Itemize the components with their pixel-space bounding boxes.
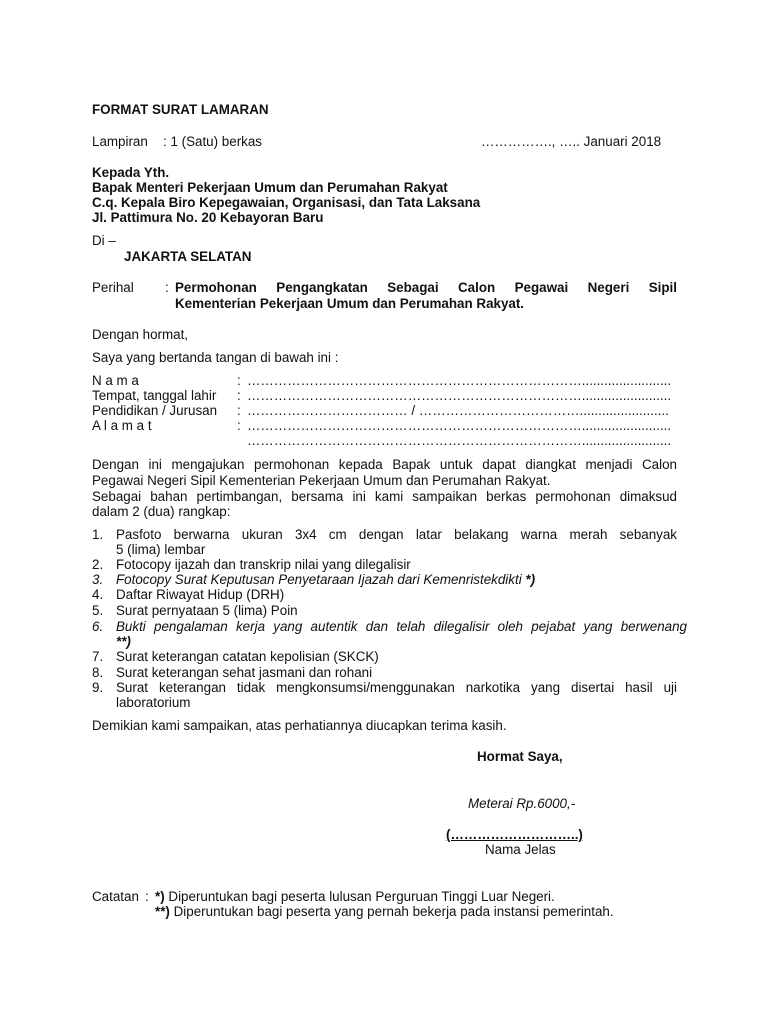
field-label-alamat: A l a m a t bbox=[92, 418, 152, 433]
list-item-9-cont: laboratorium bbox=[116, 695, 191, 710]
perihal-colon: : bbox=[165, 280, 169, 295]
list-number: 5. bbox=[92, 603, 104, 618]
footnote-mark: **) bbox=[116, 634, 131, 649]
field-colon: : bbox=[237, 403, 241, 418]
field-dots-alamat: …………………………………………………………………........................ bbox=[247, 418, 672, 433]
perihal-label: Perihal bbox=[92, 280, 134, 295]
paragraph-1-line-1: Dengan ini mengajukan permohonan kepada Bapak untuk dapat diangkat menjadi Calon bbox=[92, 457, 677, 472]
perihal-line-1: Permohonan Pengangkatan Sebagai Calon Pegawai Negeri Sipil bbox=[175, 280, 677, 295]
footnote-mark: **) bbox=[155, 904, 170, 919]
lampiran-value: : 1 (Satu) berkas bbox=[163, 134, 262, 149]
recipient-line-2: Bapak Menteri Pekerjaan Umum dan Perumahan Rakyat bbox=[92, 180, 448, 195]
recipient-di: Di – bbox=[92, 233, 116, 248]
list-item-5: Surat pernyataan 5 (lima) Poin bbox=[116, 603, 298, 618]
signature-name-line: (………………………..) bbox=[446, 827, 583, 842]
list-item-2: Fotocopy ijazah dan transkrip nilai yang dilegalisir bbox=[116, 557, 411, 572]
recipient-city: JAKARTA SELATAN bbox=[124, 249, 252, 264]
greeting: Dengan hormat, bbox=[92, 327, 189, 342]
list-item-4: Daftar Riwayat Hidup (DRH) bbox=[116, 587, 285, 602]
recipient-line-3: C.q. Kepala Biro Kepegawaian, Organisasi, dan Tata Laksana bbox=[92, 195, 481, 210]
list-item-3-text: Fotocopy Surat Keputusan Penyetaraan Ijazah dari Kemenristekdikti bbox=[116, 572, 522, 587]
list-number: 4. bbox=[92, 587, 104, 602]
field-label-ttl: Tempat, tanggal lahir bbox=[92, 388, 217, 403]
list-item-3 bbox=[116, 572, 535, 588]
list-item-1: Pasfoto berwarna ukuran 3x4 cm dengan latar belakang warna merah sebanyak bbox=[116, 527, 677, 542]
field-dots-pendidikan: ……………………………… / ………………………………........................ bbox=[247, 403, 669, 418]
place-date: ……………., ….. Januari 2018 bbox=[481, 134, 662, 149]
paragraph-2-line-1: Sebagai bahan pertimbangan, bersama ini kami sampaikan berkas permohonan dimaksud bbox=[92, 489, 677, 504]
meterai: Meterai Rp.6000,- bbox=[468, 796, 576, 811]
list-number: 1. bbox=[92, 527, 104, 542]
note-1-text: Diperuntukan bagi peserta lulusan Perguruan Tinggi Luar Negeri. bbox=[168, 889, 555, 904]
footnote-mark: *) bbox=[525, 572, 536, 587]
note-2 bbox=[155, 904, 614, 920]
footnote-mark: *) bbox=[155, 889, 165, 904]
field-dots-ttl: …………………………………………………………………........................ bbox=[247, 388, 672, 403]
notes-colon: : bbox=[145, 889, 149, 904]
paragraph-2-line-2: dalam 2 (dua) rangkap: bbox=[92, 504, 231, 519]
notes-label: Catatan bbox=[92, 889, 139, 904]
field-label-nama: N a m a bbox=[92, 373, 139, 388]
field-label-pendidikan: Pendidikan / Jurusan bbox=[92, 403, 218, 418]
field-colon: : bbox=[237, 373, 241, 388]
field-colon: : bbox=[237, 388, 241, 403]
lampiran-label: Lampiran bbox=[92, 134, 148, 149]
recipient-line-4: Jl. Pattimura No. 20 Kebayoran Baru bbox=[92, 210, 324, 225]
note-1 bbox=[155, 889, 555, 905]
list-item-7: Surat keterangan catatan kepolisian (SKCK) bbox=[116, 649, 379, 664]
list-number: 8. bbox=[92, 665, 104, 680]
list-item-1-cont: 5 (lima) lembar bbox=[116, 542, 206, 557]
list-number: 9. bbox=[92, 680, 104, 695]
list-number: 2. bbox=[92, 557, 104, 572]
list-item-8: Surat keterangan sehat jasmani dan rohani bbox=[116, 665, 373, 680]
recipient-line-1: Kepada Yth. bbox=[92, 165, 170, 180]
regards: Hormat Saya, bbox=[477, 749, 563, 764]
signature-name-caption: Nama Jelas bbox=[485, 842, 556, 857]
list-number: 7. bbox=[92, 649, 104, 664]
page-title: FORMAT SURAT LAMARAN bbox=[92, 102, 269, 117]
intro: Saya yang bertanda tangan di bawah ini : bbox=[92, 350, 339, 365]
field-dots-nama: …………………………………………………………………........................ bbox=[247, 373, 672, 388]
paragraph-1-line-2: Pegawai Negeri Sipil Kementerian Pekerjaan Umum dan Perumahan Rakyat. bbox=[92, 473, 551, 488]
perihal-line-2: Kementerian Pekerjaan Umum dan Perumahan Rakyat. bbox=[175, 296, 525, 311]
field-colon: : bbox=[237, 418, 241, 433]
list-number: 3. bbox=[92, 572, 104, 587]
list-item-6: Bukti pengalaman kerja yang autentik dan telah dilegalisir oleh pejabat yang berwenang bbox=[116, 619, 687, 634]
note-2-text: Diperuntukan bagi peserta yang pernah bekerja pada instansi pemerintah. bbox=[173, 904, 614, 919]
list-item-9: Surat keterangan tidak mengkonsumsi/menggunakan narkotika yang disertai hasil uji bbox=[116, 680, 677, 695]
closing: Demikian kami sampaikan, atas perhatiannya diucapkan terima kasih. bbox=[92, 718, 507, 733]
list-number: 6. bbox=[92, 619, 104, 634]
field-dots-alamat-2: …………………………………………………………………........................ bbox=[247, 433, 672, 448]
